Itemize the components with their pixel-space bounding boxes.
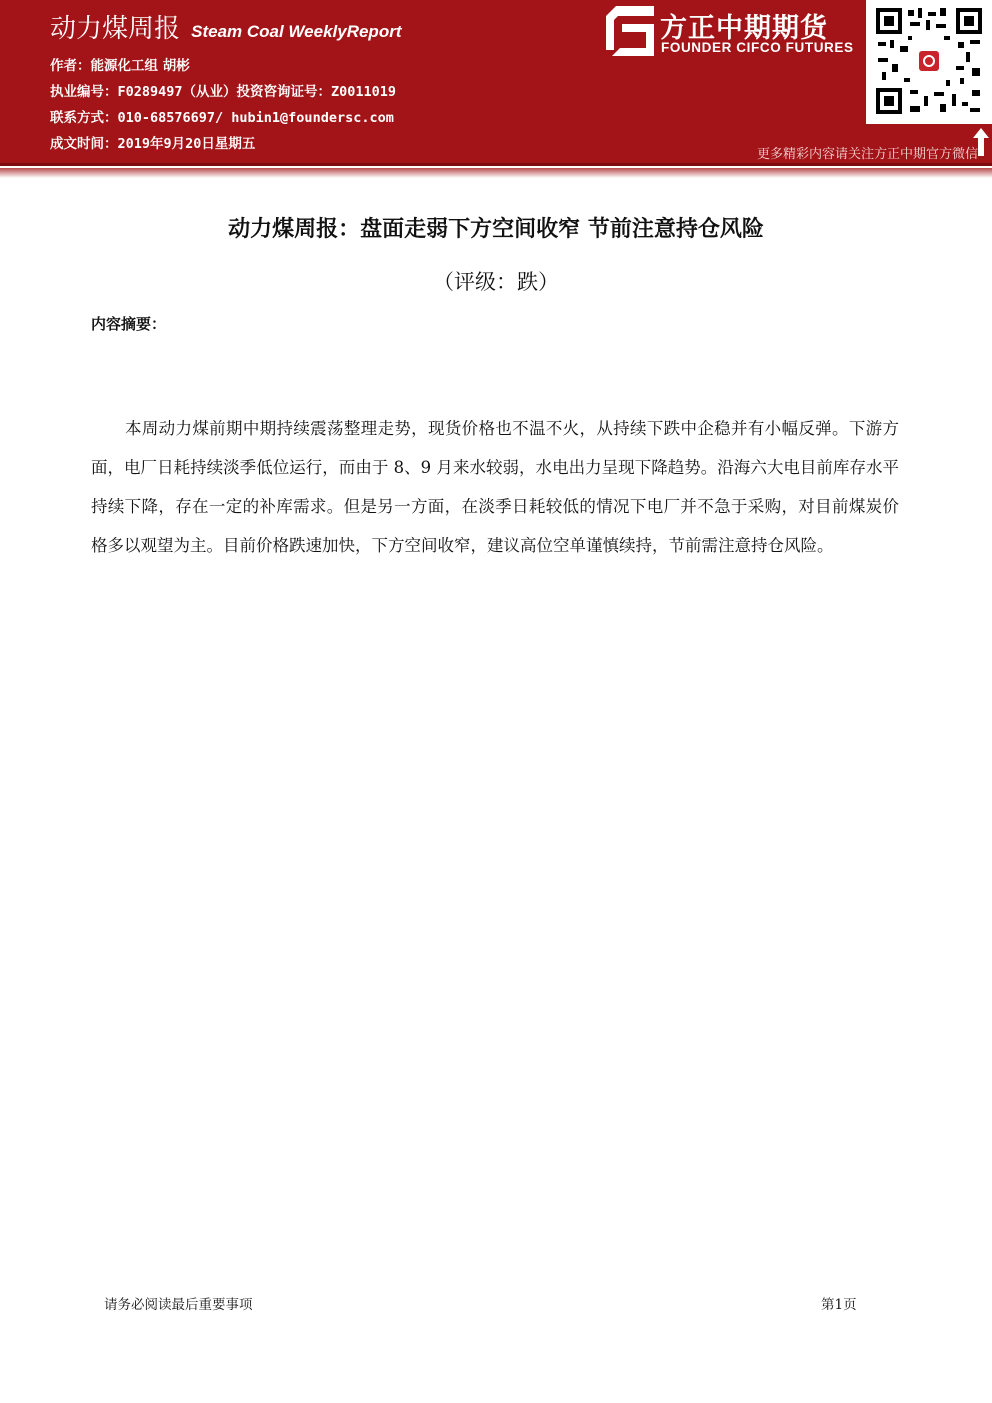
author-value: 能源化工组 胡彬: [90, 58, 190, 74]
date-value: 2019年9月20日星期五: [117, 136, 256, 152]
author-label: 作者：: [50, 58, 91, 74]
wechat-qr-code: [866, 0, 992, 124]
report-title: [50, 8, 401, 45]
license-line: [50, 80, 396, 100]
contact-line: [50, 106, 394, 126]
license-label: 执业编号：: [50, 84, 118, 100]
author-line: [50, 54, 190, 74]
qr-code-icon: [874, 6, 984, 116]
summary-paragraph: 本周动力煤前期中期持续震荡整理走势，现货价格也不温不火，从持续下跌中企稳并有小幅反弹。下游方面，电厂日耗持续淡季低位运行，而由于 8、9 月来水较弱，水电出力呈现下降趋势。沿海六大电目前库存水平持续下降，存在一定的补库需求。但是另一方面，在淡季日耗较低的情况下电厂并不急于采购，对目前煤炭价格多以观望为主。目前价格跌速加快，下方空间收窄，建议高位空单谨慎续持，节前需注意持仓风险。: [91, 419, 899, 555]
header-shadow: [0, 168, 992, 178]
company-logo: [604, 6, 860, 60]
document-title: 动力煤周报：盘面走弱下方空间收窄 节前注意持仓风险: [228, 217, 764, 242]
page-number: 第1页: [821, 1297, 857, 1313]
footer-notice: 请务必阅读最后重要事项: [104, 1297, 253, 1313]
contact-value: 010-68576697/ hubin1@foundersc.com: [117, 110, 394, 126]
header-banner: [0, 0, 992, 163]
rating: （评级：跌）: [433, 270, 559, 294]
report-title-cn: 动力煤周报: [50, 14, 181, 44]
report-title-en: Steam Coal WeeklyReport: [191, 22, 402, 41]
date-line: [50, 132, 255, 152]
license-value: F0289497（从业）投资咨询证号：Z0011019: [117, 84, 397, 100]
logo-mark-icon: [604, 6, 654, 56]
wechat-follow-note: 更多精彩内容请关注方正中期官方微信: [756, 147, 978, 162]
summary-label: 内容摘要：: [91, 315, 167, 333]
date-label: 成文时间：: [50, 136, 118, 152]
header-divider: [0, 163, 992, 166]
logo-text-en: FOUNDER CIFCO FUTURES: [661, 40, 854, 55]
contact-label: 联系方式：: [50, 110, 118, 126]
logo-text-cn: 方正中期期货: [660, 13, 828, 44]
